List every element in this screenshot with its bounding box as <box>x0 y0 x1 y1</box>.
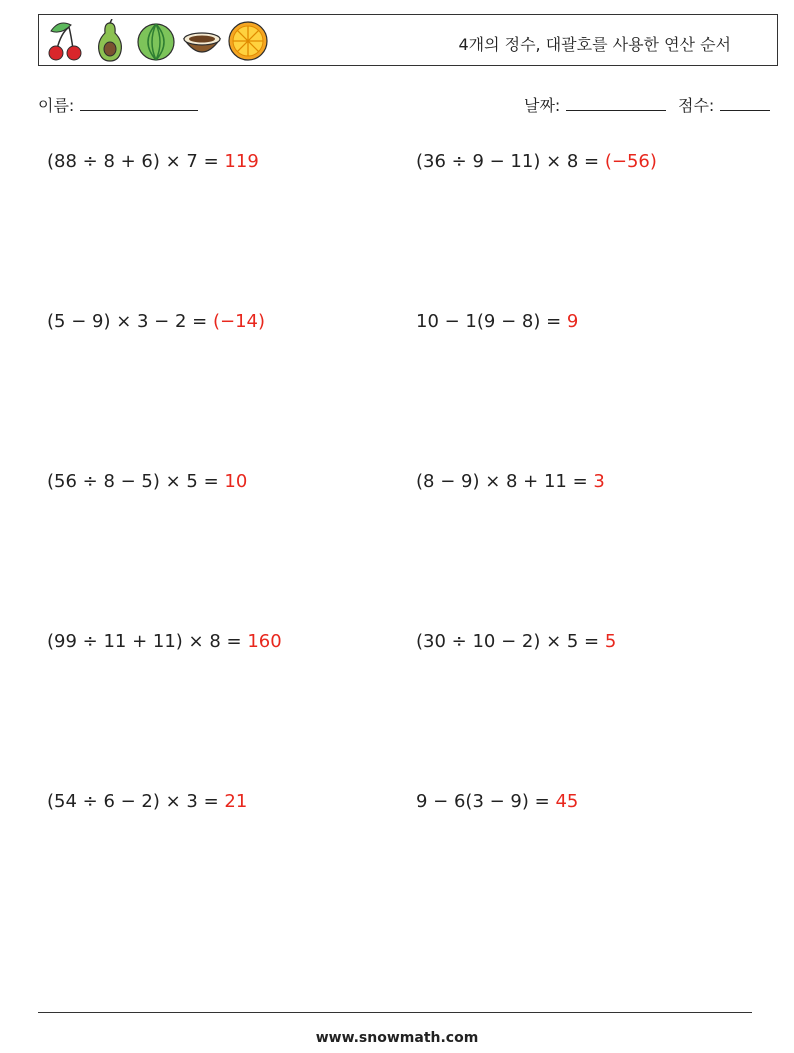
problem-2 <box>416 151 657 172</box>
problem-4 <box>416 311 578 332</box>
problem-3 <box>47 311 265 332</box>
problem-answer: 160 <box>247 631 282 652</box>
date-field <box>524 93 666 116</box>
problem-answer: (−14) <box>212 311 265 332</box>
problem-answer: 45 <box>555 791 579 812</box>
problem-8 <box>416 631 616 652</box>
header-box <box>38 14 778 66</box>
problem-expression: (36 ÷ 9 − 11) × 8 = <box>416 151 605 172</box>
problem-answer: 9 <box>566 311 579 332</box>
fruit-icons <box>43 19 269 63</box>
date-label: 날짜: <box>524 96 561 115</box>
problem-answer: 5 <box>604 631 617 652</box>
footer-url: www.snowmath.com <box>315 1030 479 1046</box>
worksheet-title: 4개의 정수, 대괄호를 사용한 연산 순서 <box>458 35 731 54</box>
problem-expression: (30 ÷ 10 − 2) × 5 = <box>416 631 605 652</box>
problem-10 <box>416 791 578 812</box>
score-blank <box>720 96 770 111</box>
problem-5 <box>47 471 247 492</box>
name-blank <box>80 96 198 111</box>
score-label: 점수: <box>678 96 715 115</box>
problem-expression: 9 − 6(3 − 9) = <box>416 791 556 812</box>
problem-expression: (56 ÷ 8 − 5) × 5 = <box>47 471 225 492</box>
name-label: 이름: <box>38 96 75 115</box>
problem-1 <box>47 151 259 172</box>
problem-expression: (8 − 9) × 8 + 11 = <box>416 471 594 492</box>
problem-answer: 21 <box>224 791 248 812</box>
problem-answer: (−56) <box>604 151 657 172</box>
problem-6 <box>416 471 605 492</box>
problem-expression: (54 ÷ 6 − 2) × 3 = <box>47 791 225 812</box>
name-field <box>38 93 198 116</box>
problem-expression: 10 − 1(9 − 8) = <box>416 311 567 332</box>
problem-9 <box>47 791 247 812</box>
watermelon-icon <box>135 19 177 63</box>
problem-answer: 119 <box>224 151 259 172</box>
problem-7 <box>47 631 282 652</box>
problem-answer: 10 <box>224 471 248 492</box>
problem-answer: 3 <box>593 471 605 492</box>
orange-slice-icon <box>227 19 269 63</box>
date-blank <box>566 96 666 111</box>
cherry-icon <box>43 19 85 63</box>
problem-expression: (88 ÷ 8 + 6) × 7 = <box>47 151 225 172</box>
footer-divider <box>38 1012 752 1013</box>
score-field <box>678 93 770 116</box>
problem-expression: (99 ÷ 11 + 11) × 8 = <box>47 631 248 652</box>
coconut-icon <box>181 19 223 63</box>
problem-expression: (5 − 9) × 3 − 2 = <box>47 311 213 332</box>
pear-icon <box>89 19 131 63</box>
